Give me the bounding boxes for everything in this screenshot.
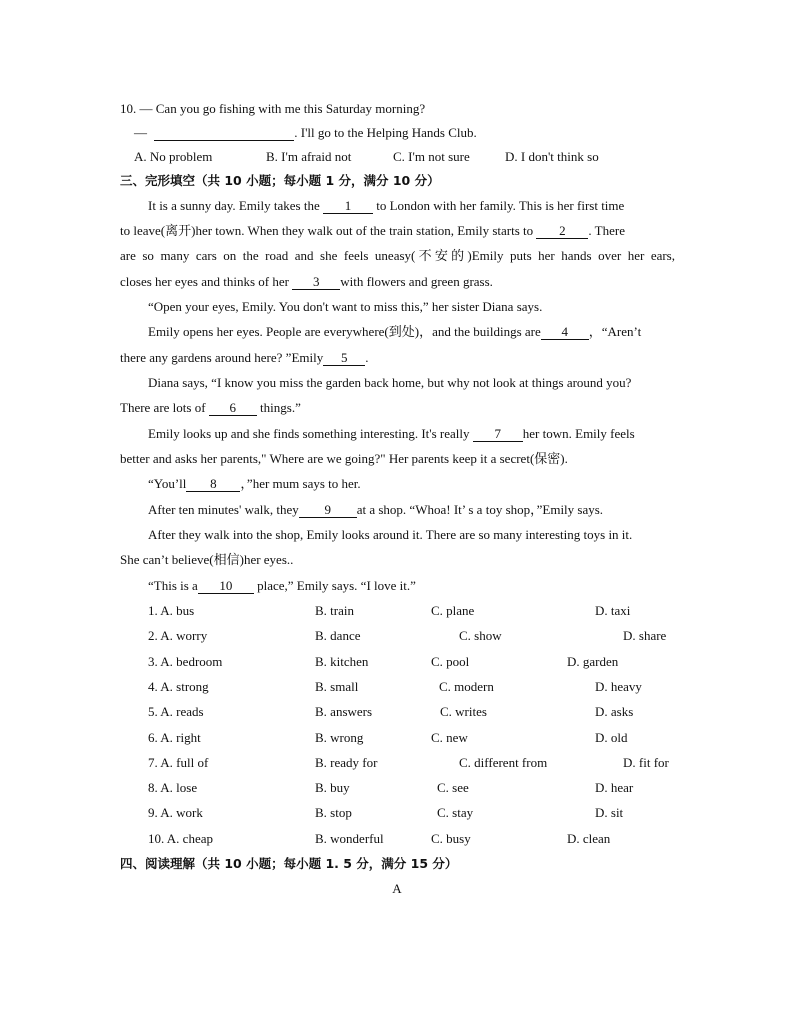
option-6-c[interactable]: C. new <box>431 729 468 745</box>
section4-title: 四、阅读理解（共 10 小题；每小题 1. 5 分，满分 15 分） <box>120 856 458 871</box>
option-10-d[interactable]: D. clean <box>567 830 611 846</box>
q10-answer-blank[interactable] <box>154 126 294 141</box>
option-3-b[interactable]: B. kitchen <box>315 653 369 669</box>
option-8-b[interactable]: B. buy <box>315 780 350 796</box>
option-5-a[interactable]: 5. A. reads <box>148 704 204 720</box>
passage-line-12: “You’ll 8 ，”her mum says to her. <box>148 476 361 491</box>
option-9-a[interactable]: 9. A. work <box>148 805 203 821</box>
option-6-a[interactable]: 6. A. right <box>148 729 201 745</box>
passage-line-16: “This is a 10 place,” Emily says. “I love it.” <box>148 578 416 593</box>
option-3-d[interactable]: D. garden <box>567 653 619 669</box>
q10-option-d[interactable]: D. I don't think so <box>505 149 599 164</box>
option-4-d[interactable]: D. heavy <box>595 678 642 694</box>
option-3-c[interactable]: C. pool <box>431 653 470 669</box>
q10-option-c[interactable]: C. I'm not sure <box>393 149 470 164</box>
blank-10[interactable]: 10 <box>198 579 254 594</box>
option-8-a[interactable]: 8. A. lose <box>148 780 198 796</box>
blank-6[interactable]: 6 <box>209 401 257 416</box>
passage-line-15: She can’t believe(相信)her eyes.. <box>120 552 294 567</box>
blank-1[interactable]: 1 <box>323 199 373 214</box>
section3-title: 三、完形填空（共 10 小题；每小题 1 分，满分 10 分） <box>120 173 440 188</box>
blank-4[interactable]: 4 <box>541 325 589 340</box>
q10-reply <box>134 125 477 141</box>
q10-option-a[interactable]: A. No problem <box>134 149 213 164</box>
passage-line-3: are so many cars on the road and she feels uneasy(不安的)Emily puts her hands over her ears, <box>120 248 675 263</box>
option-2-c[interactable]: C. show <box>459 628 502 644</box>
option-4-c[interactable]: C. modern <box>439 678 494 694</box>
passage-line-14: After they walk into the shop, Emily looks around it. There are so many interesting toys in it. <box>148 527 633 542</box>
option-10-a[interactable]: 10. A. cheap <box>148 830 213 846</box>
option-6-d[interactable]: D. old <box>595 729 628 745</box>
option-1-d[interactable]: D. taxi <box>595 603 631 618</box>
option-4-b[interactable]: B. small <box>315 678 359 694</box>
passage-line-13: After ten minutes' walk, they 9 at a shop. “Whoa! It’ s a toy shop，”Emily says. <box>148 502 604 517</box>
passage-line-8: Diana says, “I know you miss the garden back home, but why not look at things around you? <box>148 375 632 390</box>
option-9-d[interactable]: D. sit <box>595 805 624 821</box>
option-5-c[interactable]: C. writes <box>440 704 487 720</box>
option-3-a[interactable]: 3. A. bedroom <box>148 653 223 669</box>
passage-line-10: Emily looks up and she finds something interesting. It's really 7 her town. Emily feels <box>148 426 635 441</box>
blank-7[interactable]: 7 <box>473 427 523 442</box>
q10-option-b[interactable]: B. I'm afraid not <box>266 149 352 164</box>
passage-line-7: there any gardens around here? ”Emily 5 . <box>120 350 369 365</box>
option-1-a[interactable]: 1. A. bus <box>148 603 195 618</box>
option-2-b[interactable]: B. dance <box>315 628 361 644</box>
option-9-b[interactable]: B. stop <box>315 805 352 821</box>
option-8-d[interactable]: D. hear <box>595 780 634 796</box>
option-1-b[interactable]: B. train <box>315 603 354 618</box>
option-9-c[interactable]: C. stay <box>437 805 474 821</box>
passage-line-1: It is a sunny day. Emily takes the 1 to London with her family. This is her first time <box>148 198 625 213</box>
option-5-b[interactable]: B. answers <box>315 704 373 720</box>
q10-reply-tail: . I'll go to the Helping Hands Club. <box>294 125 477 140</box>
option-7-c[interactable]: C. different from <box>459 754 548 770</box>
passage-line-4: closes her eyes and thinks of her 3 with flowers and green grass. <box>120 274 493 289</box>
option-10-b[interactable]: B. wonderful <box>315 830 384 846</box>
passage-line-2: to leave(离开)her town. When they walk out of the train station, Emily starts to 2 . There <box>120 223 625 238</box>
blank-3[interactable]: 3 <box>292 275 340 290</box>
passage-line-5: “Open your eyes, Emily. You don't want to miss this,” her sister Diana says. <box>148 299 543 314</box>
option-10-c[interactable]: C. busy <box>431 830 471 846</box>
option-2-a[interactable]: 2. A. worry <box>148 628 208 644</box>
option-1-c[interactable]: C. plane <box>431 603 475 618</box>
option-7-b[interactable]: B. ready for <box>315 754 378 770</box>
option-2-d[interactable]: D. share <box>623 628 667 644</box>
option-5-d[interactable]: D. asks <box>595 704 634 720</box>
option-6-b[interactable]: B. wrong <box>315 729 364 745</box>
q10-question: 10. — Can you go fishing with me this Saturday morning? <box>120 101 426 116</box>
q10-dash: — <box>134 125 147 140</box>
blank-8[interactable]: 8 <box>186 477 240 492</box>
passage-line-9: There are lots of 6 things.” <box>120 400 301 415</box>
passage-line-6: Emily opens her eyes. People are everywhere(到处)，and the buildings are 4 ，“Aren’t <box>148 324 642 339</box>
option-7-d[interactable]: D. fit for <box>623 754 669 770</box>
blank-5[interactable]: 5 <box>323 351 365 366</box>
option-8-c[interactable]: C. see <box>437 780 469 796</box>
blank-2[interactable]: 2 <box>536 224 588 239</box>
part-a-heading: A <box>392 881 402 896</box>
option-4-a[interactable]: 4. A. strong <box>148 678 209 694</box>
passage-line-11: better and asks her parents," Where are we going?" Her parents keep it a secret(保密). <box>120 451 568 466</box>
option-7-a[interactable]: 7. A. full of <box>148 754 209 770</box>
blank-9[interactable]: 9 <box>299 503 357 518</box>
